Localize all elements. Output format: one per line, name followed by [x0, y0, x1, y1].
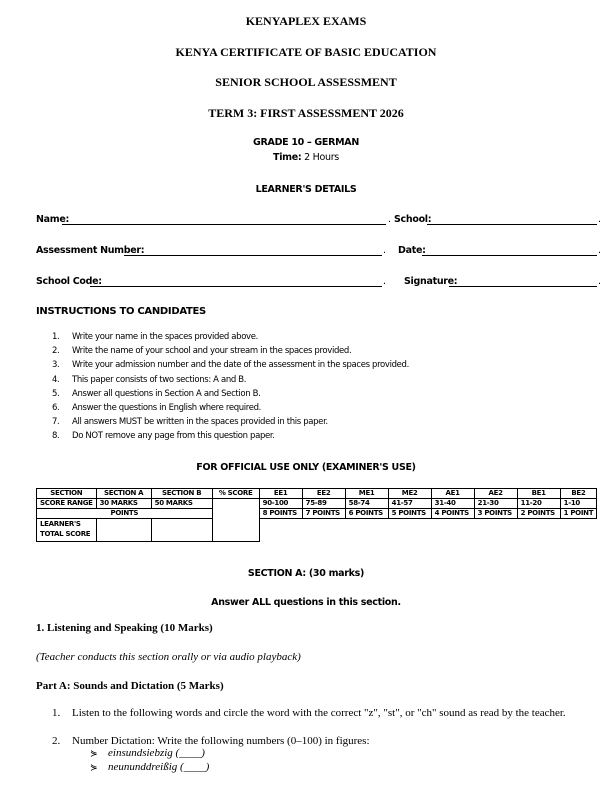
- school-field[interactable]: [427, 214, 597, 225]
- time-value: 2 Hours: [304, 152, 339, 163]
- range-cell: 90-100: [259, 499, 302, 509]
- points-label: POINTS: [37, 509, 213, 519]
- score-range-label: SCORE RANGE: [37, 499, 97, 509]
- dictation-text: einsundsiebzig (____): [108, 747, 205, 759]
- instruction-item: [52, 344, 409, 358]
- dictation-text: neununddreißig (____): [108, 761, 210, 773]
- assessment-title: SENIOR SCHOOL ASSESSMENT: [215, 75, 397, 89]
- grade-subject: GRADE 10 – GERMAN: [253, 137, 359, 148]
- range-cell: 58-74: [345, 499, 388, 509]
- instruction-number: 3.: [52, 360, 60, 371]
- header-cell: SECTION A: [96, 489, 151, 499]
- instruction-text: Write your name in the spaces provided above.: [72, 332, 258, 342]
- points-cell: 3 POINTS: [474, 509, 517, 519]
- question-number: 1.: [52, 707, 61, 719]
- instruction-item: [52, 330, 409, 344]
- range-cell: 31-40: [431, 499, 474, 509]
- range-cell: 75-89: [302, 499, 345, 509]
- header-cell: AE2: [474, 489, 517, 499]
- range-cell: 41-57: [388, 499, 431, 509]
- school-label: School:: [394, 214, 432, 225]
- learner-details-heading: LEARNER'S DETAILS: [255, 184, 357, 195]
- question-number: 2.: [52, 735, 61, 747]
- name-label: Name:: [36, 214, 70, 225]
- points-cell: 6 POINTS: [345, 509, 388, 519]
- header-cell: EE2: [302, 489, 345, 499]
- score-range-row: [37, 499, 597, 509]
- instruction-number: 2.: [52, 346, 60, 357]
- school-code-field[interactable]: [90, 276, 382, 287]
- instruction-item: [52, 387, 409, 401]
- section-a-total-cell[interactable]: [96, 519, 151, 542]
- header-cell: AE1: [431, 489, 474, 499]
- name-field[interactable]: [62, 214, 386, 225]
- section-b-marks: 50 MARKS: [151, 499, 212, 509]
- points-cell: 4 POINTS: [431, 509, 474, 519]
- instruction-number: 5.: [52, 388, 60, 399]
- name-school-row: Name: . School: .: [36, 214, 601, 225]
- points-cell: 8 POINTS: [259, 509, 302, 519]
- assessment-number-label: Assessment Number:: [36, 245, 145, 256]
- instruction-number: 4.: [52, 374, 60, 385]
- header-cell: SECTION: [37, 489, 97, 499]
- instruction-text: Write the name of your school and your stream in the spaces provided.: [72, 346, 352, 357]
- date-label: Date:: [398, 245, 426, 256]
- total-label-line1: LEARNER'S: [40, 520, 81, 528]
- signature-field[interactable]: [449, 276, 597, 287]
- exam-body-title: KENYAPLEX EXAMS: [245, 14, 367, 28]
- section-a-heading: SECTION A: (30 marks): [247, 568, 365, 579]
- header-cell: BE1: [517, 489, 560, 499]
- header-cell: ME2: [388, 489, 431, 499]
- arrow-bullet-icon: ⋟: [90, 748, 98, 758]
- official-use-heading: FOR OFFICIAL USE ONLY (EXAMINER'S USE): [196, 462, 416, 473]
- range-cell: 1-10: [560, 499, 597, 509]
- points-cell: 1 POINT: [560, 509, 597, 519]
- instruction-item: [52, 358, 409, 372]
- instruction-text: Answer the questions in English where required.: [72, 402, 262, 413]
- question-1-title: 1. Listening and Speaking (10 Marks): [36, 622, 213, 634]
- instruction-item: [52, 415, 409, 429]
- header-cell: EE1: [259, 489, 302, 499]
- points-row: [37, 509, 597, 519]
- points-cell: 5 POINTS: [388, 509, 431, 519]
- question-1-note: (Teacher conducts this section orally or via audio playback): [36, 651, 301, 663]
- instructions-list: [52, 330, 409, 444]
- assessment-number-field[interactable]: [124, 245, 382, 256]
- instruction-text: This paper consists of two sections: A and B.: [72, 374, 247, 385]
- time-line: [0, 152, 612, 163]
- school-code-label: School Code:: [36, 276, 102, 287]
- total-label-line2: TOTAL SCORE: [40, 530, 91, 538]
- score-table-header-row: [37, 489, 597, 499]
- instructions-heading: INSTRUCTIONS TO CANDIDATES: [36, 306, 206, 317]
- instruction-text: Write your admission number and the date of the assessment in the spaces provided.: [72, 360, 409, 371]
- question-text: Listen to the following words and circle the word with the correct "z", "st", or "ch" sound as read by the teacher.: [72, 707, 566, 719]
- time-label: Time:: [273, 152, 302, 163]
- question-text: Number Dictation: Write the following numbers (0–100) in figures:: [72, 735, 370, 747]
- question-item-1: [52, 707, 582, 737]
- signature-label: Signature:: [404, 276, 458, 287]
- assessment-date-row: Assessment Number: . Date: .: [36, 245, 601, 256]
- points-cell: 2 POINTS: [517, 509, 560, 519]
- certificate-title: KENYA CERTIFICATE OF BASIC EDUCATION: [175, 45, 437, 59]
- header-cell: % SCORE: [212, 489, 259, 499]
- section-a-instruction: Answer ALL questions in this section.: [211, 597, 401, 608]
- instruction-number: 6.: [52, 402, 60, 413]
- instruction-item: [52, 429, 409, 443]
- score-table: [36, 488, 597, 542]
- dictation-item: [90, 747, 205, 759]
- instruction-number: 8.: [52, 431, 60, 442]
- points-cell: 7 POINTS: [302, 509, 345, 519]
- instruction-text: All answers MUST be written in the spaces provided in this paper.: [72, 417, 328, 428]
- percent-score-cell[interactable]: [212, 499, 259, 542]
- arrow-bullet-icon: ⋟: [90, 762, 98, 772]
- instruction-number: 7.: [52, 417, 60, 428]
- range-cell: 21-30: [474, 499, 517, 509]
- total-score-row: [37, 519, 597, 542]
- section-a-marks: 30 MARKS: [96, 499, 151, 509]
- instruction-item: [52, 373, 409, 387]
- header-cell: SECTION B: [151, 489, 212, 499]
- instruction-number: 1.: [52, 332, 60, 342]
- instruction-item: [52, 401, 409, 415]
- date-field[interactable]: [422, 245, 597, 256]
- section-b-total-cell[interactable]: [151, 519, 212, 542]
- term-title: TERM 3: FIRST ASSESSMENT 2026: [208, 106, 404, 120]
- header-cell: BE2: [560, 489, 597, 499]
- code-signature-row: School Code: . Signature: .: [36, 276, 601, 287]
- range-cell: 11-20: [517, 499, 560, 509]
- instruction-text: Do NOT remove any page from this question paper.: [72, 431, 275, 442]
- total-score-label: [37, 519, 97, 542]
- part-a-title: Part A: Sounds and Dictation (5 Marks): [36, 680, 224, 692]
- header-cell: ME1: [345, 489, 388, 499]
- instruction-text: Answer all questions in Section A and Section B.: [72, 388, 261, 399]
- dictation-item: [90, 761, 209, 773]
